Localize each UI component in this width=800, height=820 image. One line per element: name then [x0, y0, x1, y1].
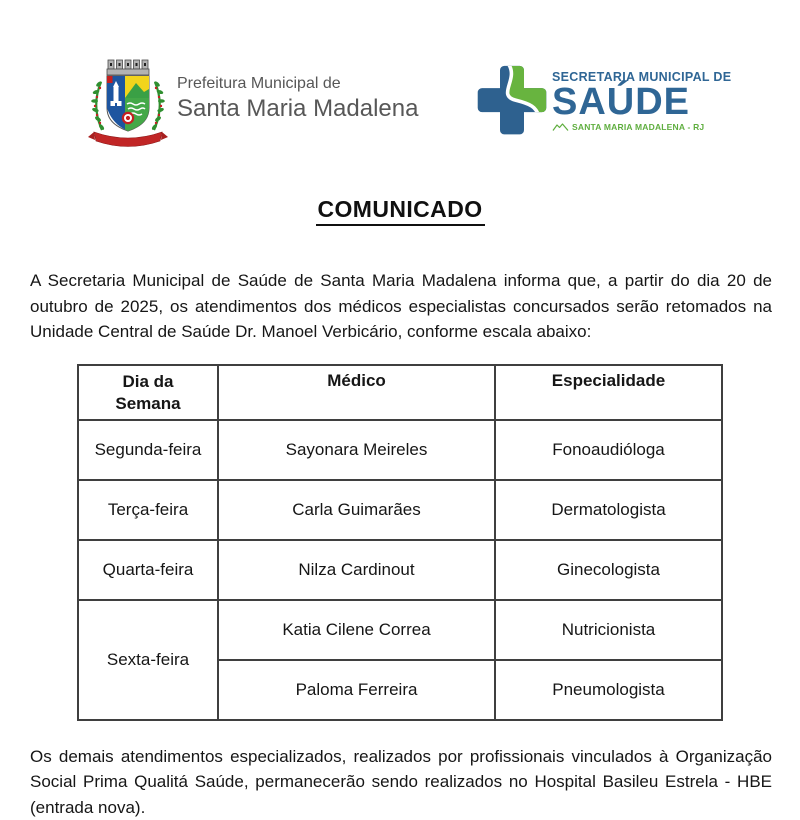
title-row — [0, 188, 800, 226]
page-title: COMUNICADO — [316, 196, 485, 226]
prefeitura-label-line1: Prefeitura Municipal de — [177, 74, 418, 94]
table-row — [78, 420, 722, 480]
col-header-doctor: Médico — [218, 365, 495, 420]
doctor-cell: Carla Guimarães — [218, 480, 495, 540]
day-cell: Sexta-feira — [78, 600, 218, 720]
document-header — [0, 0, 800, 158]
mountain-icon — [552, 122, 569, 132]
closing-paragraph: Os demais atendimentos especializados, realizados por profissionais vinculados à Organização Social Prima Qualitá Saúde, permanecerão sendo realizados no Hospital Basileu Estrela - HBE (entrada nova). — [30, 744, 772, 820]
intro-paragraph: A Secretaria Municipal de Saúde de Santa Maria Madalena informa que, a partir do dia 20 de outubro de 2025, os atendimentos dos médicos especialistas concursados serão retomados na Unidade Central de Saúde Dr. Manoel Verbicário, conforme escala abaixo: — [30, 268, 772, 345]
secretaria-saude-logo — [476, 58, 731, 144]
secretaria-label: SECRETARIA MUNICIPAL DE — [552, 70, 731, 84]
table-row — [78, 480, 722, 540]
doctor-cell: Sayonara Meireles — [218, 420, 495, 480]
table-row — [78, 600, 722, 660]
specialty-cell: Ginecologista — [495, 540, 722, 600]
table-row — [78, 540, 722, 600]
schedule-table — [77, 364, 723, 721]
day-cell: Quarta-feira — [78, 540, 218, 600]
specialty-cell: Fonoaudióloga — [495, 420, 722, 480]
day-cell: Terça-feira — [78, 480, 218, 540]
saude-label: SAÚDE — [552, 84, 731, 120]
col-header-specialty: Especialidade — [495, 365, 722, 420]
specialty-cell: Dermatologista — [495, 480, 722, 540]
doctor-cell: Paloma Ferreira — [218, 660, 495, 720]
day-cell: Segunda-feira — [78, 420, 218, 480]
doctor-cell: Nilza Cardinout — [218, 540, 495, 600]
prefeitura-logo — [86, 56, 418, 150]
specialty-cell: Pneumologista — [495, 660, 722, 720]
specialty-cell: Nutricionista — [495, 600, 722, 660]
health-cross-icon — [476, 58, 548, 144]
col-header-day: Dia da Semana — [78, 365, 218, 420]
municipio-label: SANTA MARIA MADALENA - RJ — [572, 122, 704, 132]
doctor-cell: Katia Cilene Correa — [218, 600, 495, 660]
prefeitura-label-line2: Santa Maria Madalena — [177, 95, 418, 123]
coat-of-arms-icon — [86, 56, 170, 150]
table-header-row — [78, 365, 722, 420]
